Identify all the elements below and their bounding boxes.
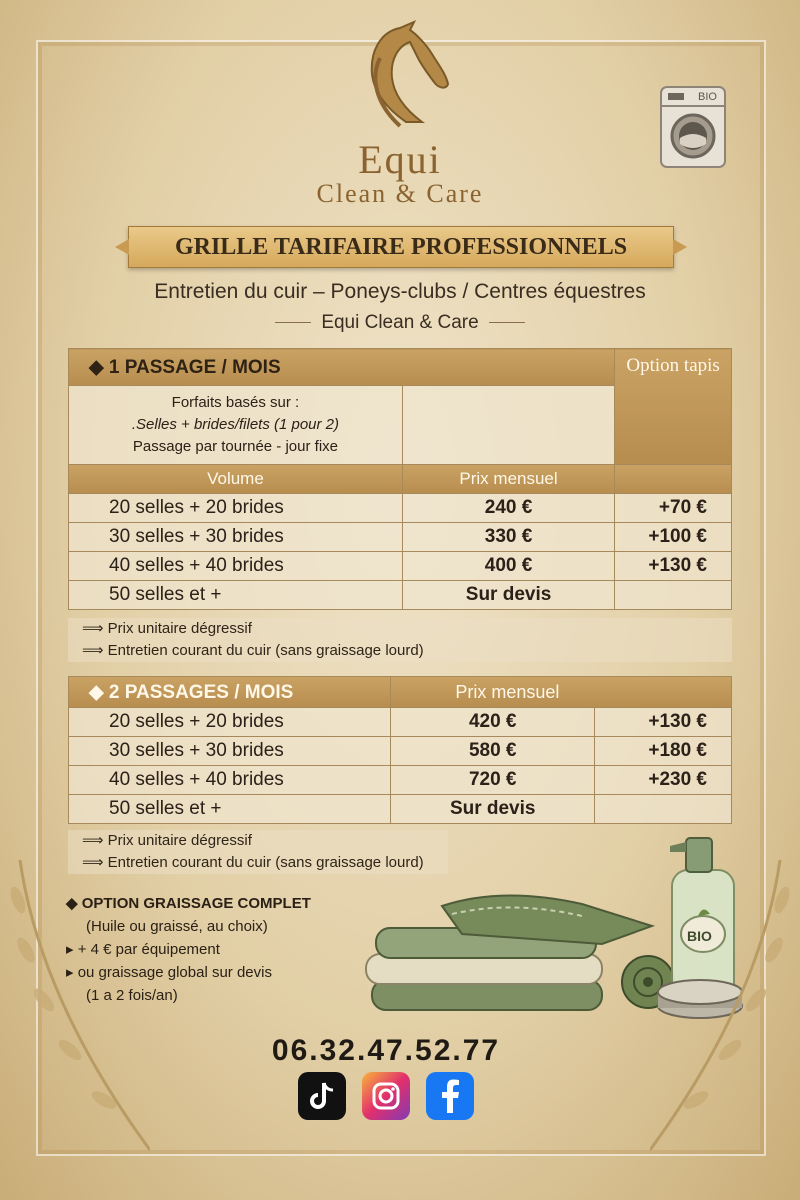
volume-cell: 40 selles + 40 brides xyxy=(69,552,403,581)
price-cell: 720 € xyxy=(391,766,595,795)
tagline-text: Equi Clean & Care xyxy=(321,312,479,333)
saddle-pad-stack-icon xyxy=(366,895,652,1010)
table-row xyxy=(69,708,732,737)
volume-cell: 20 selles + 20 brides xyxy=(69,494,403,523)
option-line: (Huile ou graissé, au choix) xyxy=(86,918,268,935)
table-row xyxy=(69,523,732,552)
option-cell xyxy=(615,581,732,610)
price-cell: Sur devis xyxy=(391,795,595,824)
option-cell: +230 € xyxy=(595,766,732,795)
info-line: Passage par tournée - jour fixe xyxy=(132,438,338,455)
info-line: .Selles + brides/filets (1 pour 2) xyxy=(131,416,340,433)
info-line: Forfaits basés sur : xyxy=(171,394,300,411)
volume-cell: 50 selles et + xyxy=(69,795,391,824)
volume-cell: 50 selles et + xyxy=(69,581,403,610)
tagline xyxy=(0,312,800,334)
section1-header: ◆ 1 PASSAGE / MOIS xyxy=(69,349,615,386)
washing-machine-icon xyxy=(660,86,726,168)
volume-cell: 20 selles + 20 brides xyxy=(69,708,391,737)
brand-name: Equi xyxy=(358,137,442,182)
pricing-table-1-passage xyxy=(68,348,732,610)
subtitle: Entretien du cuir – Poneys-clubs / Centres équestres xyxy=(154,280,646,303)
volume-cell: 30 selles + 30 brides xyxy=(69,523,403,552)
col-price-header: Prix mensuel xyxy=(391,677,732,708)
horse-head-icon xyxy=(330,18,470,138)
instagram-icon[interactable] xyxy=(362,1072,410,1120)
price-cell: 420 € xyxy=(391,708,595,737)
option-cell: +70 € xyxy=(615,494,732,523)
volume-cell: 40 selles + 40 brides xyxy=(69,766,391,795)
table-row xyxy=(69,581,732,610)
divider-right xyxy=(489,322,525,323)
title-banner: GRILLE TARIFAIRE PROFESSIONNELS xyxy=(128,226,674,268)
divider-left xyxy=(275,322,311,323)
table-row xyxy=(69,795,732,824)
option-line: ▸ + 4 € par équipement xyxy=(66,941,220,958)
col-volume-header: Volume xyxy=(69,465,403,494)
section1-info xyxy=(69,386,403,465)
option-title: ◆ OPTION GRAISSAGE COMPLET xyxy=(66,895,311,912)
option-tapis-header: Option tapis xyxy=(615,349,732,465)
option-cell: +130 € xyxy=(595,708,732,737)
price-cell: 240 € xyxy=(402,494,614,523)
note-line: ⟹ Entretien courant du cuir (sans graissage lourd) xyxy=(82,642,424,659)
option-line: ▸ ou graissage global sur devis xyxy=(66,964,272,981)
machine-bio-label: BIO xyxy=(698,91,717,103)
note-line: ⟹ Prix unitaire dégressif xyxy=(82,832,252,849)
note-line: ⟹ Prix unitaire dégressif xyxy=(82,620,252,637)
col-price-header: Prix mensuel xyxy=(402,465,614,494)
brand-subname: Clean & Care xyxy=(316,179,484,208)
tiktok-icon[interactable] xyxy=(298,1072,346,1120)
laurel-right-icon xyxy=(650,860,800,1160)
table-row xyxy=(69,552,732,581)
note-line: ⟹ Entretien courant du cuir (sans graissage lourd) xyxy=(82,854,424,871)
price-cell: Sur devis xyxy=(402,581,614,610)
table-row xyxy=(69,737,732,766)
phone-number[interactable]: 06.32.47.52.77 xyxy=(271,1034,501,1067)
option-cell: +180 € xyxy=(595,737,732,766)
section1-notes xyxy=(68,618,732,662)
option-cell: +100 € xyxy=(615,523,732,552)
pricing-table-2-passages xyxy=(68,676,732,824)
option-cell: +130 € xyxy=(615,552,732,581)
option-cell xyxy=(595,795,732,824)
table-row xyxy=(69,766,732,795)
section2-header: ◆ 2 PASSAGES / MOIS xyxy=(69,677,391,708)
price-cell: 580 € xyxy=(391,737,595,766)
option-line: (1 a 2 fois/an) xyxy=(86,987,178,1004)
col-option-header xyxy=(615,465,732,494)
empty-cell xyxy=(402,386,614,465)
volume-cell: 30 selles + 30 brides xyxy=(69,737,391,766)
price-cell: 330 € xyxy=(402,523,614,552)
price-cell: 400 € xyxy=(402,552,614,581)
bottle-bio-label: BIO xyxy=(687,928,712,944)
facebook-icon[interactable] xyxy=(426,1072,474,1120)
table-row xyxy=(69,494,732,523)
laurel-left-icon xyxy=(0,860,150,1160)
